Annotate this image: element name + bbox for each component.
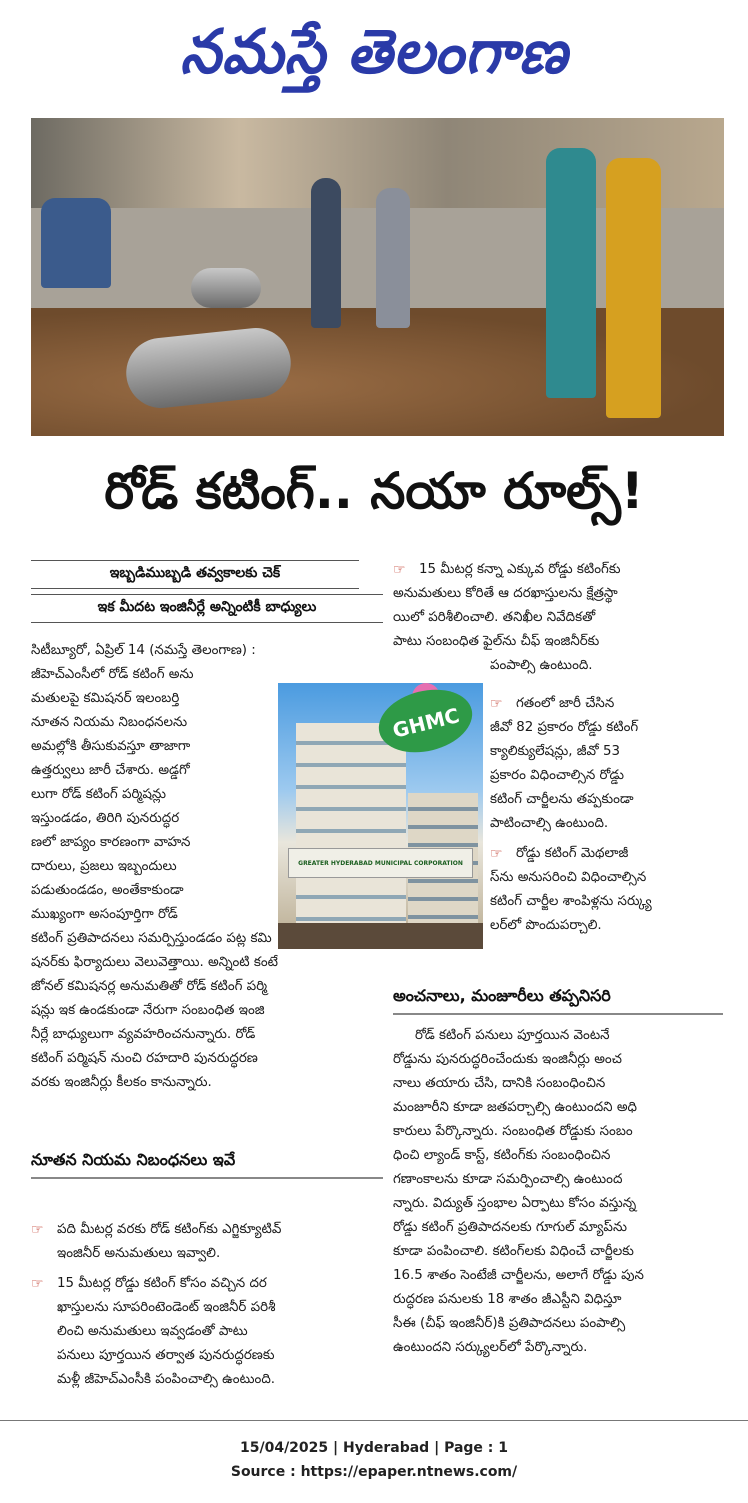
body-line: నూతన నియమ నిబంధనలను bbox=[31, 715, 188, 730]
body-line: అనుమతులు కోరితే ఆ దరఖాస్తులను క్షేత్రస్థా bbox=[393, 586, 618, 601]
photo-pipe bbox=[191, 268, 261, 308]
body-line: 15 మీటర్ల రోడ్డు కటింగ్ కోసం వచ్చిన దర bbox=[57, 1276, 267, 1291]
footer-divider bbox=[0, 1420, 748, 1421]
photo-person bbox=[546, 148, 596, 398]
masthead-title: నమస్తే తెలంగాణ bbox=[180, 15, 568, 87]
photo-person bbox=[376, 188, 410, 328]
body-line: న్నారు. విద్యుత్ స్తంభాల ఏర్పాటు కోసం వస్తున్న bbox=[393, 1196, 637, 1211]
pointing-hand-icon: ☞ bbox=[31, 1276, 44, 1292]
section-heading-text: నూతన నియమ నిబంధనలు ఇవే bbox=[31, 1150, 236, 1169]
body-line: వరకు ఇంజినీర్లు కీలకం కానున్నారు. bbox=[31, 1075, 212, 1090]
lead-photo bbox=[31, 118, 724, 436]
sign-text: GREATER HYDERABAD MUNICIPAL CORPORATION bbox=[298, 860, 463, 867]
body-line: రోడ్డు కటింగ్ ప్రతిపాదనలకు గూగుల్ మ్యాప్‌ను bbox=[393, 1220, 627, 1235]
footer-dateline: 15/04/2025 | Hyderabad | Page : 1 bbox=[239, 1440, 509, 1456]
body-line: మతులపై కమిషనర్ ఇలంబర్తి bbox=[31, 691, 180, 706]
body-line: ఉత్తర్వులు జారీ చేశారు. అడ్డగో bbox=[31, 763, 190, 778]
body-line: కూడా పంపించాలి. కటింగ్‌లకు విధించే చార్జీలకు bbox=[393, 1244, 634, 1259]
body-line: లర్‌లో పొందుపర్చాలి. bbox=[490, 918, 602, 933]
body-line: కటింగ్ పర్మిషన్ నుంచి రహదారి పునరుద్ధరణ bbox=[31, 1051, 258, 1066]
body-line: మళ్లీ జీహెచ్ఎంసీకి పంపించాల్సి ఉంటుంది. bbox=[57, 1372, 276, 1387]
body-line: నాలు తయారు చేసి, దానికి సంబంధించిన bbox=[393, 1076, 606, 1091]
right-column-narrow bbox=[490, 654, 723, 938]
left-column-narrow bbox=[31, 663, 271, 927]
ghmc-building-photo bbox=[278, 683, 483, 949]
body-line: జీవో 82 ప్రకారం రోడ్డు కటింగ్ bbox=[490, 720, 639, 735]
body-line: ణలో జాప్యం కారణంగా వాహన bbox=[31, 835, 191, 850]
body-line: కటింగ్ చార్జీల శాంపిళ్లను సర్క్యు bbox=[490, 894, 652, 909]
body-line: లుగా రోడ్ కటింగ్ పర్మిషన్లు bbox=[31, 787, 166, 802]
body-line: మంజూరీని కూడా జతపర్చాల్సి ఉంటుందని అధి bbox=[393, 1100, 637, 1115]
pointing-hand-icon: ☞ bbox=[490, 846, 503, 862]
body-line: ఇస్తుండడం, తిరిగి పునరుద్ధర bbox=[31, 811, 180, 826]
body-line: అమల్లోకి తీసుకువస్తూ తాజాగా bbox=[31, 739, 191, 754]
logo-text: GHMC bbox=[390, 703, 462, 743]
body-line: ఉంటుందని సర్క్యులర్‌లో పేర్కొన్నారు. bbox=[393, 1340, 588, 1355]
rule-bullet bbox=[31, 1272, 383, 1392]
section-heading-new-rules bbox=[31, 1150, 383, 1179]
body-line: ధించి ల్యాండ్ కాస్ట్, కటింగ్‌కు సంబంధించిన bbox=[393, 1148, 611, 1163]
photo-person bbox=[606, 158, 661, 418]
body-line: దారులు, ప్రజలు ఇబ్బందులు bbox=[31, 859, 177, 874]
body-line: యిలో పరిశీలించాలి. తనిఖీల నివేదికతో bbox=[393, 610, 596, 625]
rule-bullet bbox=[490, 842, 723, 866]
photo-person bbox=[41, 198, 111, 288]
right-column-wide bbox=[393, 558, 723, 654]
body-line: 16.5 శాతం సెంటేజీ చార్జీలను, అలాగే రోడ్డు పున bbox=[393, 1268, 644, 1283]
body-line: పది మీటర్ల వరకు రోడ్ కటింగ్‌కు ఎగ్జిక్యూటివ్ bbox=[57, 1222, 282, 1237]
body-line: పడుతుండడం, అంతేకాకుండా bbox=[31, 883, 184, 898]
ground bbox=[278, 923, 483, 949]
headline-text: రోడ్ కటింగ్.. నయా రూల్స్! bbox=[104, 462, 644, 520]
body-line: కటింగ్ చార్జీలను తప్పకుండా bbox=[490, 792, 634, 807]
estimates-body bbox=[393, 1024, 723, 1360]
body-line: గతంలో జారీ చేసిన bbox=[516, 696, 615, 711]
body-line: గణాంకాలను కూడా సమర్పించాల్సి ఉంటుంద bbox=[393, 1172, 623, 1187]
photo-person bbox=[311, 178, 341, 328]
new-rules-list bbox=[31, 1218, 383, 1392]
rule-bullet bbox=[490, 692, 723, 716]
left-column-wide bbox=[31, 927, 383, 1095]
body-line: 15 మీటర్ల కన్నా ఎక్కువ రోడ్డు కటింగ్‌కు bbox=[419, 562, 621, 577]
building-sign bbox=[288, 848, 473, 878]
subhead-2 bbox=[31, 594, 383, 623]
body-line: రోడ్డు కటింగ్ మెథలాజీ bbox=[516, 846, 629, 861]
body-line: పనులు పూర్తయిన తర్వాత పునరుద్ధరణకు bbox=[57, 1348, 275, 1363]
body-line: నీర్లే బాధ్యులుగా వ్యవహరించనున్నారు. రోడ్ bbox=[31, 1027, 256, 1042]
body-line: ప్రకారం విధించాల్సిన రోడ్డు bbox=[490, 768, 624, 783]
body-line: జోనల్ కమిషనర్ల అనుమతితో రోడ్ కటింగ్ పర్మి bbox=[31, 979, 268, 994]
subhead-text: ఇబ్బడిముబ్బడి తవ్వకాలకు చెక్ bbox=[109, 565, 281, 581]
rule-bullet bbox=[31, 1218, 383, 1266]
masthead bbox=[0, 0, 748, 118]
pointing-hand-icon: ☞ bbox=[393, 562, 406, 578]
body-line: సీఈ (చీఫ్ ఇంజినీర్)కి ప్రతిపాదనలు పంపాల్సి bbox=[393, 1316, 626, 1331]
subhead-text: ఇక మీదట ఇంజినీర్లే అన్నింటికీ బాధ్యులు bbox=[97, 599, 317, 615]
body-line: పాటు సంబంధిత ఫైల్‌ను చీఫ్ ఇంజినీర్‌కు bbox=[393, 634, 600, 649]
body-line: ఇంజినీర్ అనుమతులు ఇవ్వాలి. bbox=[57, 1246, 221, 1261]
left-column bbox=[31, 639, 383, 663]
body-line: క్యాలిక్యులేషన్లు, జీవో 53 bbox=[490, 744, 620, 759]
building-shape bbox=[296, 723, 406, 923]
body-line: రోడ్డును పునరుద్ధరించేందుకు ఇంజినీర్లు అంచ bbox=[393, 1052, 622, 1067]
body-line: కారులు పేర్కొన్నారు. సంబంధిత రోడ్డుకు సంబం bbox=[393, 1124, 633, 1139]
headline bbox=[0, 450, 748, 545]
body-line: లించి అనుమతులు ఇవ్వడంతో పాటు bbox=[57, 1324, 248, 1339]
dateline: సిటీబ్యూరో, ఏప్రిల్ 14 (నమస్తే తెలంగాణ) : bbox=[31, 643, 256, 658]
body-line: జీహెచ్ఎంసీలో రోడ్ కటింగ్ అను bbox=[31, 667, 194, 682]
body-line: పంపాల్సి ఉంటుంది. bbox=[490, 658, 593, 673]
body-line: రుద్ధరణ పనులకు 18 శాతం జీఎస్టీని విధిస్తూ bbox=[393, 1292, 622, 1307]
footer-source: Source : https://epaper.ntnews.com/ bbox=[230, 1464, 518, 1480]
body-line: ఖాస్తులను సూపరింటెండెంట్ ఇంజినీర్ పరిశీ bbox=[57, 1300, 276, 1315]
pointing-hand-icon: ☞ bbox=[490, 696, 503, 712]
body-line: పాటించాల్సి ఉంటుంది. bbox=[490, 816, 609, 831]
body-line: స్‌ను అనుసరించి విధించాల్సిన bbox=[490, 870, 647, 885]
rule-bullet bbox=[393, 558, 723, 582]
body-line: షనర్‌కు ఫిర్యాదులు వెలువెత్తాయి. అన్నింటి కంటే bbox=[31, 955, 278, 970]
body-line: ముఖ్యంగా అసంపూర్తిగా రోడ్ bbox=[31, 907, 178, 922]
body-line: షన్లు ఇక ఉండకుండా నేరుగా సంబంధిత ఇంజి bbox=[31, 1003, 265, 1018]
body-line: రోడ్ కటింగ్ పనులు పూర్తయిన వెంటనే bbox=[415, 1028, 610, 1043]
pointing-hand-icon: ☞ bbox=[31, 1222, 44, 1238]
section-heading-text: అంచనాలు, మంజూరీలు తప్పనిసరి bbox=[393, 986, 611, 1005]
section-heading-estimates bbox=[393, 986, 723, 1015]
body-line: కటింగ్ ప్రతిపాదనలు సమర్పిస్తుండడం పట్ల కమి bbox=[31, 931, 272, 946]
subhead-1 bbox=[31, 560, 359, 589]
